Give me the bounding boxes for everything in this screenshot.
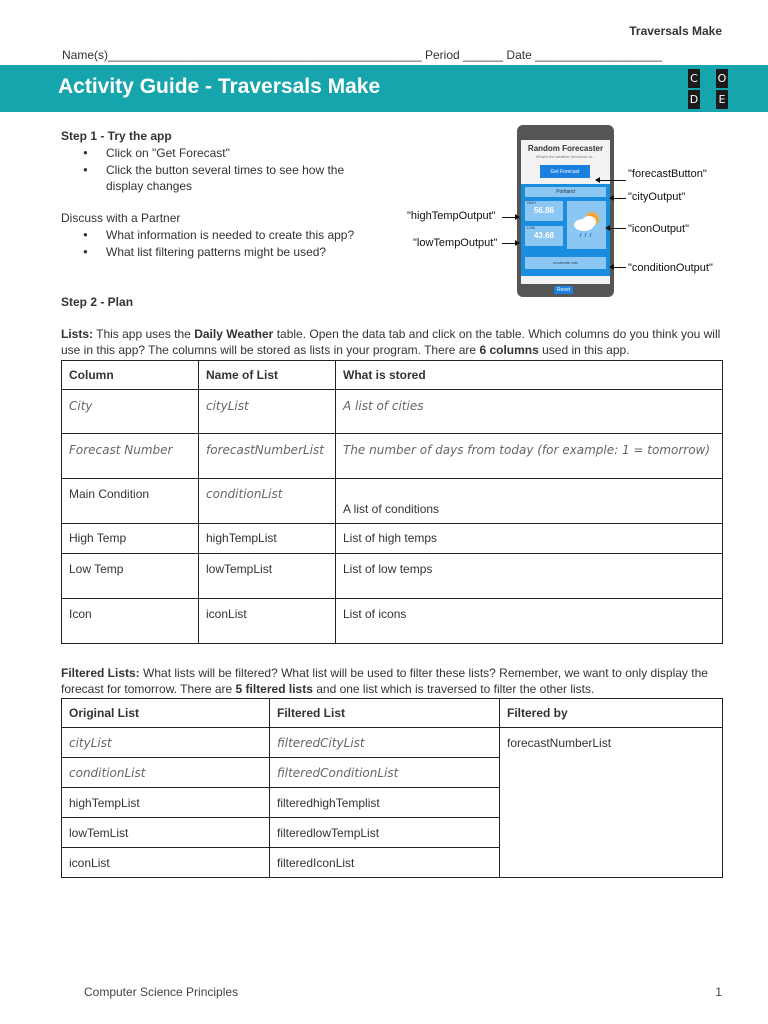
annotation-low-temp-output: "lowTempOutput": [413, 237, 498, 249]
filtered-lists-paragraph: Filtered Lists: What lists will be filtered? What list will be used to filter these lists? Remember, we want to only display the forecast for tomorrow. There are 5 filtered lists and one list which is traversed to filter the other lists.: [61, 666, 708, 696]
table-cell: List of low temps: [336, 554, 723, 599]
low-label: LOW: [527, 226, 535, 230]
table-header-row: [62, 361, 723, 390]
table-cell: filteredCityList: [270, 728, 500, 758]
code-logo: [688, 69, 728, 109]
condition-output: moderate rain: [525, 257, 606, 269]
annotation-forecast-button: "forecastButton": [628, 168, 707, 180]
arrow-low-temp-output: [502, 243, 519, 244]
header-short-title: Traversals Make: [629, 24, 722, 38]
table-cell: Icon: [62, 599, 199, 644]
annotation-city-output: "cityOutput": [628, 191, 686, 203]
table-cell: cityList: [199, 390, 336, 434]
table-cell: filteredConditionList: [270, 758, 500, 788]
page-title: Activity Guide - Traversals Make: [58, 75, 381, 98]
table-row: [62, 434, 723, 479]
table-cell: lowTempList: [199, 554, 336, 599]
arrow-icon-output: [606, 228, 626, 229]
columns-table: [61, 360, 723, 644]
list-item: ● What information is needed to create this app?: [61, 227, 401, 244]
list-item: ● Click the button several times to see how the display changes: [61, 162, 381, 195]
app-title: Random Forecaster: [527, 144, 604, 153]
column-header: Column: [62, 361, 199, 390]
table-cell: City: [62, 390, 199, 434]
arrow-city-output: [610, 198, 626, 199]
table-cell: conditionList: [199, 479, 336, 524]
high-label: HIGH: [527, 201, 536, 205]
city-output: Portland: [525, 187, 606, 197]
annotation-high-temp-output: "highTempOutput": [407, 210, 496, 222]
table-cell: conditionList: [62, 758, 270, 788]
table-cell: iconList: [199, 599, 336, 644]
column-header: Filtered List: [270, 699, 500, 728]
filtered-by-cell: forecastNumberList: [500, 728, 723, 878]
table-row: [62, 599, 723, 644]
list-item: ● What list filtering patterns might be used?: [61, 244, 401, 261]
table-row: [62, 524, 723, 554]
table-cell: Main Condition: [62, 479, 199, 524]
table-cell: List of icons: [336, 599, 723, 644]
table-cell: The number of days from today (for example: 1 = tomorrow): [336, 434, 723, 479]
high-value: 56.86: [533, 206, 555, 215]
table-row: [62, 728, 723, 758]
table-row: [62, 479, 723, 524]
table-row: [62, 390, 723, 434]
footer-course: Computer Science Principles: [84, 985, 239, 999]
logo-letter: D: [688, 90, 700, 109]
app-screenshot: [517, 125, 614, 297]
table-header-row: [62, 699, 723, 728]
logo-letter: C: [688, 69, 700, 88]
table-cell: Forecast Number: [62, 434, 199, 479]
table-cell: highTempList: [199, 524, 336, 554]
app-subtitle: What's the weather tomorrow in...: [535, 154, 596, 159]
lists-paragraph: Lists: This app uses the Daily Weather table. Open the data tab and click on the table. Which columns do you think you will use in this app? The columns will be stored as lists in your program. There are 6 columns used in this app.: [61, 327, 721, 357]
column-header: Name of List: [199, 361, 336, 390]
step1-bullets: [61, 145, 381, 195]
table-cell: forecastNumberList: [199, 434, 336, 479]
table-cell: filteredIconList: [270, 848, 500, 878]
table-cell: filteredlowTempList: [270, 818, 500, 848]
logo-letter: O: [716, 69, 728, 88]
table-cell: highTempList: [62, 788, 270, 818]
filtered-table: [61, 698, 723, 878]
low-temp-output: [525, 226, 563, 246]
table-cell: High Temp: [62, 524, 199, 554]
title-banner: [0, 65, 768, 112]
table-cell: Low Temp: [62, 554, 199, 599]
step1-heading: Step 1 - Try the app: [61, 129, 172, 143]
table-cell: filteredhighTemplist: [270, 788, 500, 818]
annotation-condition-output: "conditionOutput": [628, 262, 713, 274]
app-screen: [521, 140, 610, 284]
table-cell: A list of conditions: [336, 479, 723, 524]
logo-letter: E: [716, 90, 728, 109]
table-cell: List of high temps: [336, 524, 723, 554]
weather-icon: [567, 201, 606, 249]
table-cell: lowTemList: [62, 818, 270, 848]
arrow-condition-output: [610, 267, 626, 268]
table-cell: A list of cities: [336, 390, 723, 434]
low-value: 43.68: [533, 231, 555, 240]
list-item: ● Click on "Get Forecast": [61, 145, 381, 162]
footer-page-number: 1: [715, 985, 722, 999]
table-cell: iconList: [62, 848, 270, 878]
name-period-date-line: Name(s)_______________________________________________ Period ______ Date ___________________: [62, 48, 662, 62]
get-forecast-button[interactable]: Get Forecast: [540, 165, 590, 178]
table-cell: cityList: [62, 728, 270, 758]
arrow-forecast-button: [596, 180, 626, 181]
discuss-label: Discuss with a Partner: [61, 211, 181, 225]
reset-button[interactable]: Reset: [554, 286, 573, 294]
discuss-bullets: [61, 227, 401, 260]
annotation-icon-output: "iconOutput": [628, 223, 690, 235]
column-header: Filtered by: [500, 699, 723, 728]
forecast-panel: [521, 184, 610, 276]
column-header: What is stored: [336, 361, 723, 390]
step2-heading: Step 2 - Plan: [61, 295, 134, 309]
arrow-high-temp-output: [502, 217, 519, 218]
high-temp-output: [525, 201, 563, 221]
table-row: [62, 554, 723, 599]
column-header: Original List: [62, 699, 270, 728]
